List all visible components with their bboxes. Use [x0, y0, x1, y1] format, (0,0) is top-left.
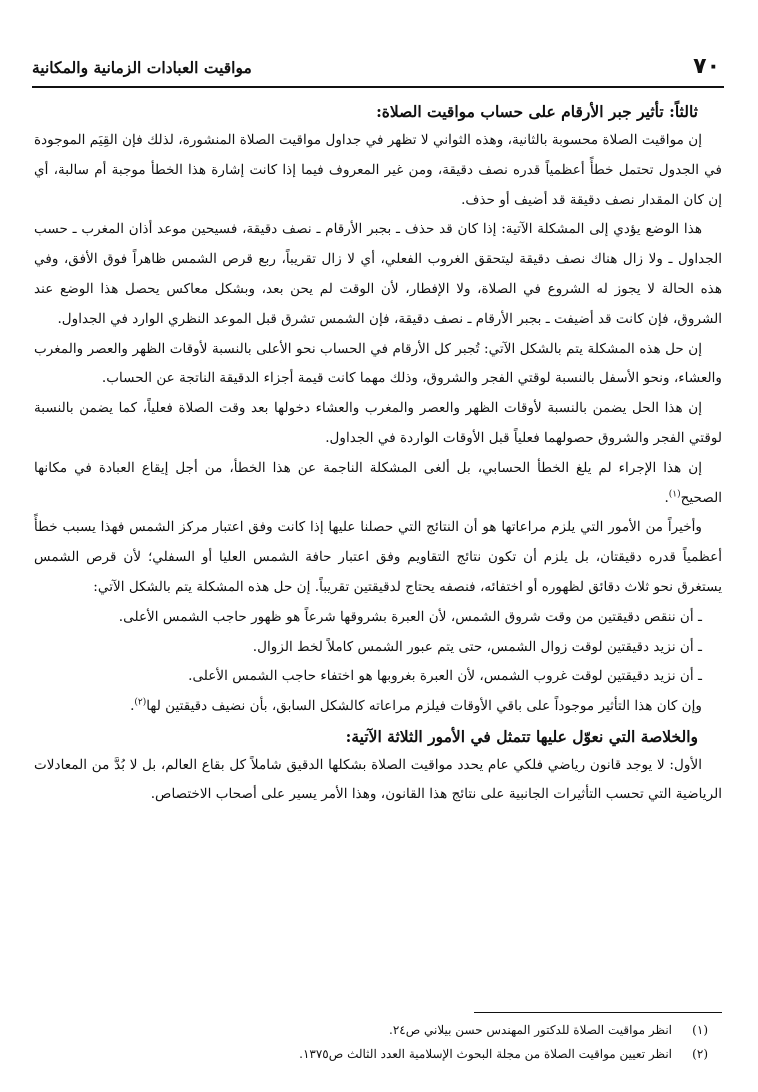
footnote-2-text: انظر تعيين مواقيت الصلاة من مجلة البحوث الإسلامية العدد الثالث ص١٣٧٥.: [299, 1047, 672, 1061]
bullet-item-1: ـ أن ننقص دقيقتين من وقت شروق الشمس، لأن العبرة بشروقها شرعاً هو ظهور حاجب الشمس الأعلى.: [118, 608, 702, 625]
closing-paragraph-text: وإن كان هذا التأثير موجوداً على باقي الأوقات فيلزم مراعاته كالشكل السابق، بأن نضيف دقيقتين لها: [146, 698, 702, 715]
paragraph-5-text: إن هذا الإجراء لم يلغ الخطأ الحسابي، بل ألغى المشكلة الناجمة عن هذا الخطأ، من أجل إيقاع العبادة في مكانها الصحيح: [34, 459, 722, 506]
footnote-2-number: (٢): [692, 1047, 708, 1061]
paragraph-2: هذا الوضع يؤدي إلى المشكلة الآتية: إذا كان قد حذف ـ بجبر الأرقام ـ نصف دقيقة، فسيحين موعد أذان المغرب ـ حسب الجداول ـ ولا زال هناك نصف دقيقة ليتحقق الغروب الفعلي، أي لا زال تقريباً، ربع قرص الشمس ظاهراً فوق الأفق، وفي هذه الحالة لا يجوز له الشروع في الصلاة، ولا الإفطار، لأن الوقت لم يحن بعد، وبشكل معاكس يحصل هذا الوضع عند الشروق، فإن كانت قد أضيفت ـ بجبر الأرقام ـ نصف دقيقة، فإن الشمس تشرق قبل الموعد النظري الوارد في الجداول.: [34, 221, 722, 327]
paragraph-6: وأخيراً من الأمور التي يلزم مراعاتها هو أن النتائج التي حصلنا عليها إذا كانت وفق اعتبار مركز الشمس فهذا يسبب خطأً أعظمياً قدره دقيقتان، بل يلزم أن تكون نتائج التقاويم وفق اعتبار حافة الشمس العليا أو السفلي؛ لأن قرص الشمس يستغرق نحو ثلاث دقائق لظهوره أو اختفائه، فنصفه يحتاج لدقيقتين تقريباً. إن حل هذه المشكلة يتم بالشكل الآتي:: [34, 519, 722, 595]
footnote-1-text: انظر مواقيت الصلاة للدكتور المهندس حسن بيلاني ص٢٤.: [388, 1023, 672, 1037]
bullet-item-3: ـ أن نزيد دقيقتين لوقت غروب الشمس، لأن العبرة بغروبها هو اختفاء حاجب الشمس الأعلى.: [188, 668, 702, 685]
footnote-ref-2: (٢): [134, 697, 147, 708]
footnote-divider: [474, 1012, 722, 1013]
summary-heading: والخلاصة التي نعوّل عليها تتمثل في الأمور الثلاثة الآتية:: [345, 726, 698, 746]
running-header: [32, 52, 724, 88]
paragraph-4: إن هذا الحل يضمن بالنسبة لأوقات الظهر والعصر والمغرب والعشاء دخولها بعد وقت الصلاة فعلياً، كما يضمن بالنسبة لوقتي الفجر والشروق حصولهما فعلياً قبل الأوقات الواردة في الجداول.: [34, 400, 722, 446]
page-number: ٧٠: [693, 54, 720, 79]
paragraph-3: إن حل هذه المشكلة يتم بالشكل الآتي: تُجبر كل الأرقام في الحساب نحو الأعلى بالنسبة لأوقات الظهر والعصر والمغرب والعشاء، ونحو الأسفل بالنسبة لوقتي الفجر والشروق، وذلك مهما كانت قيمة أجزاء الدقيقة الناتجة عن الحساب.: [34, 340, 722, 387]
paragraph-5: إن هذا الإجراء لم يلغ الخطأ الحسابي، بل ألغى المشكلة الناجمة عن هذا الخطأ، من أجل إيقاع العبادة في مكانها الصحيح$^{(١)}$.: [34, 459, 722, 506]
footnote-ref-1: (١): [668, 489, 681, 500]
main-text: [34, 97, 722, 808]
summary-paragraph: الأول: لا يوجد قانون رياضي فلكي عام يحدد مواقيت الصلاة بشكلها الدقيق شاملاً كل بقاع العالم، بل لا بُدَّ من المعادلات الرياضية التي تحسب التأثيرات الجانبية على نتائج هذا القانون، وهذا الأمر يسير على أصحاب الاختصاص.: [34, 756, 722, 802]
closing-paragraph: وإن كان هذا التأثير موجوداً على باقي الأوقات فيلزم مراعاته كالشكل السابق، بأن نضيف دقيقتين لها$^{(٢)}$.: [130, 697, 702, 715]
section-heading: ثالثاً: تأثير جبر الأرقام على حساب مواقيت الصلاة:: [376, 102, 698, 121]
footnote-1: [40, 1018, 708, 1042]
footnote-2: [40, 1042, 708, 1066]
footnote-1-number: (١): [692, 1023, 708, 1037]
bullet-item-2: ـ أن نزيد دقيقتين لوقت زوال الشمس، حتى يتم عبور الشمس كاملاً لخط الزوال.: [252, 638, 702, 655]
book-title: مواقيت العبادات الزمانية والمكانية: [32, 58, 252, 77]
footnotes: [40, 1018, 708, 1066]
paragraph-1: إن مواقيت الصلاة محسوبة بالثانية، وهذه الثواني لا تظهر في جداول مواقيت الصلاة المنشورة، لذلك فإن القِيَم الموجودة في الجدول تحتمل خطأً أعظمياً قدره نصف دقيقة، ومن غير المعروف فيما إذا كانت إشارة هذا الخطأ موجبة أم سالبة، أي إن كان المقدار نصف دقيقة قد أضيف أو حذف.: [34, 132, 722, 208]
